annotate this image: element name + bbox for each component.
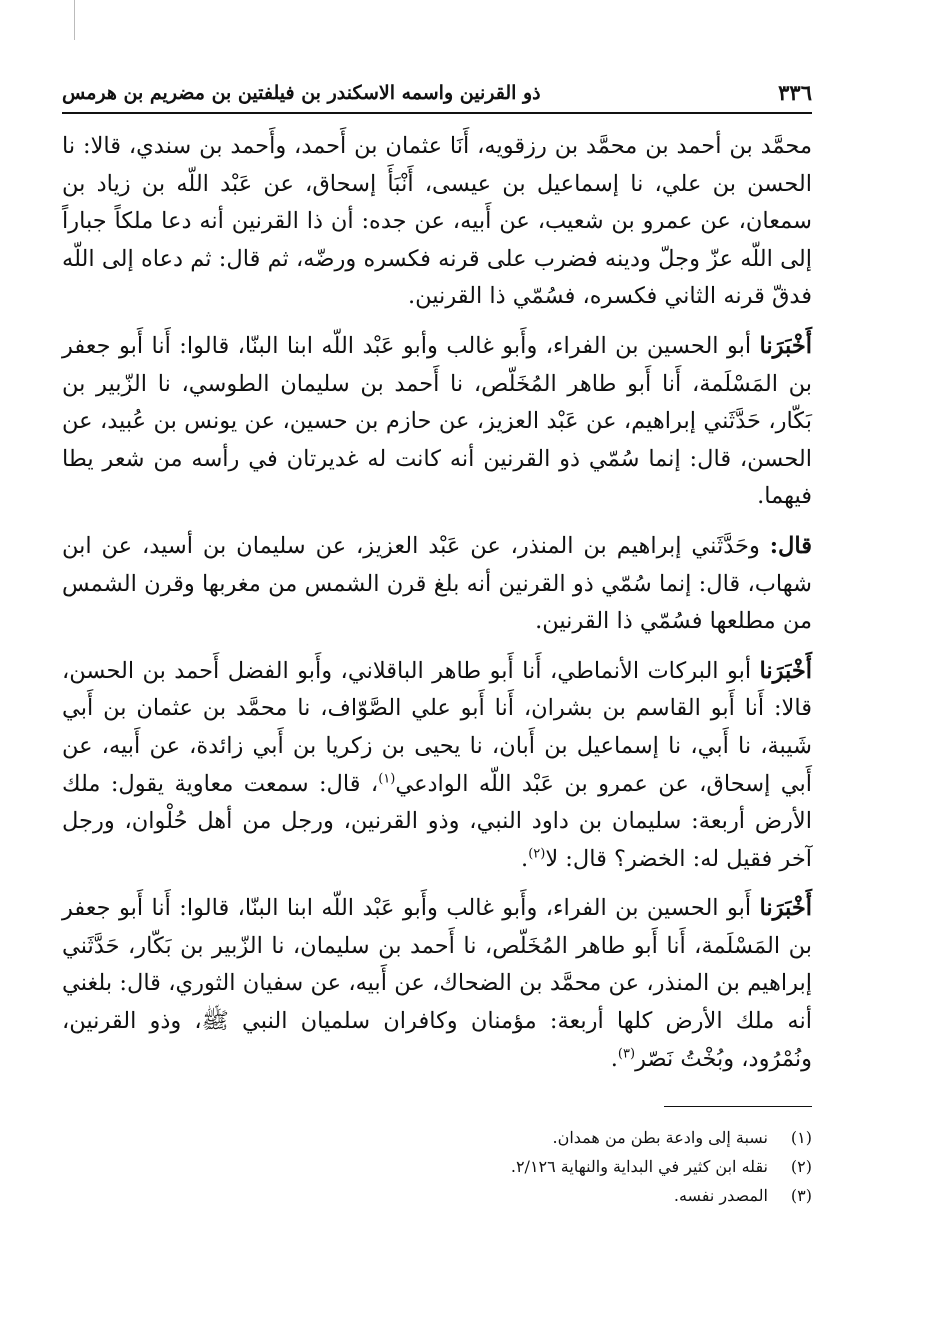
paragraph-end: . <box>521 845 529 872</box>
paragraph-end: . <box>610 1045 618 1072</box>
footnotes <box>62 1123 812 1210</box>
footnote-marker[interactable]: (٣) <box>617 1046 636 1062</box>
running-head <box>62 80 812 114</box>
footnote-text: نسبة إلى وادعة بطن من همدان. <box>552 1128 768 1148</box>
paragraph-text: أَبو الحسين بن الفراء، وأَبو غالب وأَبو عَبْد اللّه ابنا البنّا، قالوا: أَنا أَبو جعفر بن المَسْلَمة، أَنا أَبو طاهر المُخَلّص، نا أَحمد بن سليمان، نا الزّبير بن بَكّار، حَدَّثَني إبراهيم بن المنذر، عن محمَّد بن الضحاك، عن أَبيه، عن سفيان الثوري، قال: بلغني أنه ملك الأرض كلها أربعة: مؤمنان وكافران سلميان النبي ﷺ، وذو القرنين، ونُمْرُود، وبُخْتُ نَصّر <box>62 895 812 1072</box>
footnote-item <box>62 1123 812 1152</box>
paragraph-lead: أَخْبَرَنا <box>759 332 812 359</box>
paragraph <box>62 890 812 1078</box>
paragraph-text: محمَّد بن أحمد بن محمَّد بن رزقويه، أَنَا عثمان بن أَحمد، وأَحمد بن سندي، قالا: نا الحسن بن علي، نا إسماعيل بن عيسى، أَنْبَأَ إسحاق، عن عَبْد اللّه بن زياد بن سمعان، عن عمرو بن شعيب، عن أَبيه، عن جده: أن ذا القرنين أنه دعا ملكاً جباراً إلى اللّه عزّ وجلّ ودينه فضرب على قرنه فكسره ورضّه، ثم قال: ثم دعاه إلى اللّه فدقّ قرنه الثاني فكسره، فسُمّي ذا القرنين. <box>62 133 812 310</box>
footnote-number: (١) <box>790 1128 812 1148</box>
footnote-divider <box>664 1106 812 1107</box>
footnote-marker[interactable]: (١) <box>378 771 396 786</box>
footnote-text: نقله ابن كثير في البداية والنهاية ٢/١٢٦. <box>510 1157 768 1177</box>
footnote-number: (٢) <box>790 1157 812 1177</box>
book-page <box>62 80 812 1320</box>
gutter-line <box>74 0 75 40</box>
main-text <box>62 128 812 1078</box>
paragraph-text: أبو الحسين بن الفراء، وأَبو غالب وأبو عَبْد اللّه ابنا البنّا، قالوا: أَنا أَبو جعفر بن المَسْلَمة، أَنا أَبو طاهر المُخَلّص، نا أَحمد بن سليمان الطوسي، نا الزّبير بن بَكّار، حَدَّثَني إبراهيم، عن عَبْد العزيز، عن حازم بن حسين، عن يونس بن عُبيد، عن الحسن، قال: إنما سُمّي ذو القرنين أنه كانت له غديرتان في رأسه من شعر يطا فيهما. <box>62 332 812 510</box>
paragraph-text: ، قال: سمعت معاوية يقول: ملك الأرض أربعة: سليمان بن داود النبي، وذو القرنين، ورجل من أهل حُلْوان، ورجل آخر فقيل له: الخضر؟ قال: لا <box>62 770 812 872</box>
paragraph-lead: أَخْبَرَنا <box>759 895 812 922</box>
paragraph <box>62 528 812 641</box>
paragraph <box>62 653 812 879</box>
paragraph-lead: أَخْبَرَنا <box>759 657 812 684</box>
paragraph-text: وحَدَّثَني إبراهيم بن المنذر، عن عَبْد العزيز، عن سليمان بن أسيد، عن ابن شهاب، قال: إنما سُمّي ذو القرنين أنه بلغ قرن الشمس من مغربها وقرن الشمس من مطلعها فسُمّي ذا القرنين. <box>62 532 812 635</box>
footnote-number: (٣) <box>790 1186 812 1206</box>
paragraph-lead: قال: <box>769 532 812 559</box>
footnote-item <box>62 1152 812 1181</box>
footnote-marker[interactable]: (٢) <box>528 846 546 862</box>
page-number: ٣٣٦ <box>778 80 812 105</box>
paragraph <box>62 328 812 516</box>
footnote-text: المصدر نفسه. <box>673 1186 768 1206</box>
running-title: ذو القرنين واسمه الاسكندر بن فيلفتين بن مضريم بن هرمس <box>62 82 541 104</box>
paragraph <box>62 128 812 316</box>
paragraph-text: أبو البركات الأنماطي، أَنا أَبو طاهر الباقلاني، وأَبو الفضل أَحمد بن الحسن، قالا: أَنا أَبو القاسم بن بشران، أَنا أَبو علي الصَّوّاف، نا محمَّد بن عثمان بن أَبي شَيبة، نا أَبي، نا إسماعيل بن أَبان، نا يحيى بن زكريا بن أَبي زائدة، عن أَبيه، عن أَبي إسحاق، عن عمرو بن عَبْد اللّه الوادعي <box>62 657 813 797</box>
footnote-item <box>62 1181 812 1210</box>
